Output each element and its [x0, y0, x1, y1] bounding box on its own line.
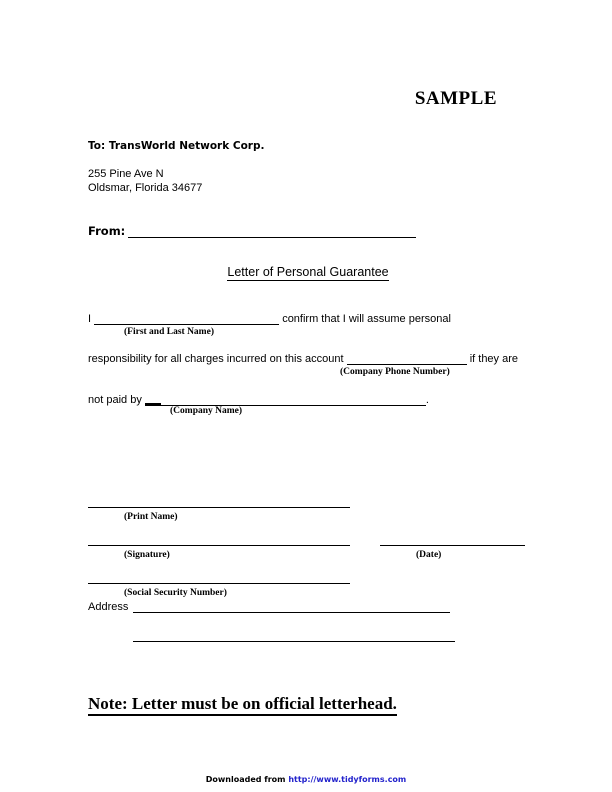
- body-line-3-suffix: .: [425, 394, 429, 406]
- address-label: Address: [88, 601, 129, 613]
- from-label: From:: [88, 224, 126, 238]
- from-fill-in-line[interactable]: [128, 237, 416, 238]
- social-security-number-line[interactable]: [88, 583, 350, 584]
- body-line-1-suffix: confirm that I will assume personal: [282, 313, 451, 325]
- body-line-2: [88, 353, 518, 365]
- body-line-3: [88, 393, 429, 406]
- document-title: [0, 265, 612, 279]
- company-name-field-underscores[interactable]: [145, 393, 161, 406]
- footer-source-link[interactable]: http://www.tidyforms.com: [288, 775, 407, 784]
- letterhead-note-text: Note: Letter must be on official letterhead.: [88, 694, 397, 716]
- recipient-address-line-1: 255 Pine Ave N: [88, 168, 164, 180]
- company-name-label: (Company Name): [170, 406, 243, 416]
- date-line[interactable]: [380, 545, 525, 546]
- print-name-label: (Print Name): [124, 512, 178, 522]
- body-line-2-prefix: responsibility for all charges incurred on this account: [88, 353, 344, 365]
- body-line-3-prefix: not paid by: [88, 394, 142, 406]
- signature-label: (Signature): [124, 550, 170, 560]
- document-title-text: Letter of Personal Guarantee: [227, 265, 389, 279]
- footer: [0, 775, 612, 784]
- address-line-1-field[interactable]: [133, 612, 450, 613]
- company-phone-number-field[interactable]: [347, 353, 467, 365]
- social-security-number-label: (Social Security Number): [124, 588, 227, 598]
- body-line-2-suffix: if they are: [469, 353, 519, 365]
- date-label: (Date): [416, 550, 442, 560]
- footer-prefix: Downloaded from: [205, 775, 289, 784]
- body-line-1-prefix: I: [88, 313, 92, 325]
- company-phone-number-label: (Company Phone Number): [340, 367, 450, 377]
- recipient-address-line-2: Oldsmar, Florida 34677: [88, 182, 203, 194]
- first-and-last-name-field[interactable]: [94, 313, 279, 325]
- body-line-1: [88, 313, 451, 325]
- company-name-field[interactable]: [161, 394, 426, 406]
- address-line-2-field[interactable]: [133, 641, 455, 642]
- print-name-line[interactable]: [88, 507, 350, 508]
- letterhead-note: [88, 694, 397, 714]
- first-and-last-name-label: (First and Last Name): [124, 327, 214, 337]
- signature-line[interactable]: [88, 545, 350, 546]
- recipient-to-line: To: TransWorld Network Corp.: [88, 140, 265, 152]
- sample-watermark: SAMPLE: [414, 88, 497, 109]
